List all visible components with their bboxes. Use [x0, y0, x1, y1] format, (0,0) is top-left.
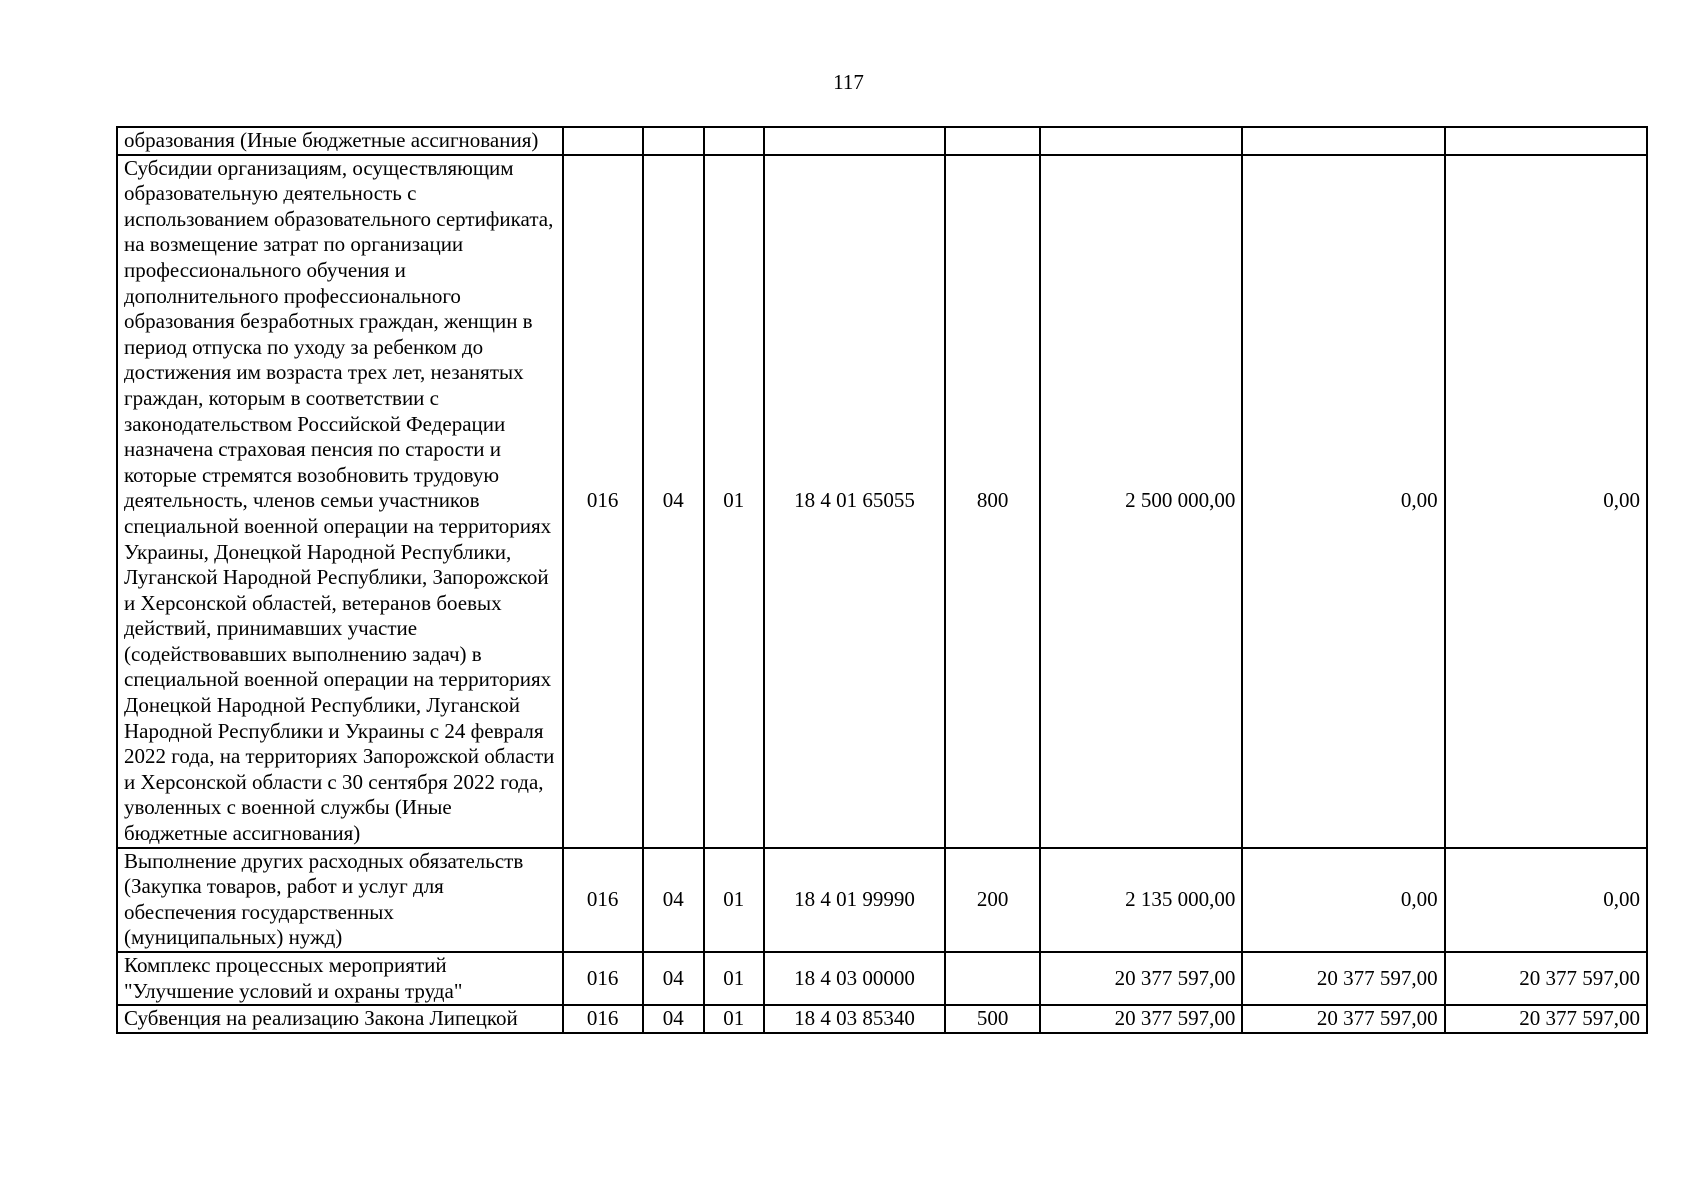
cell-sum-1: 2 500 000,00 [1040, 155, 1242, 848]
cell-name: Субвенция на реализацию Закона Липецкой [117, 1005, 563, 1033]
cell-vr: 200 [945, 848, 1040, 952]
cell-rz: 04 [643, 848, 704, 952]
cell-sum-2 [1242, 127, 1444, 155]
cell-csr: 18 4 03 00000 [764, 952, 945, 1005]
cell-rz: 04 [643, 952, 704, 1005]
cell-sum-2: 20 377 597,00 [1242, 1005, 1444, 1033]
cell-grbs: 016 [563, 848, 643, 952]
cell-name: образования (Иные бюджетные ассигнования) [117, 127, 563, 155]
cell-csr: 18 4 01 99990 [764, 848, 945, 952]
table-row [117, 848, 1647, 952]
cell-sum-1: 2 135 000,00 [1040, 848, 1242, 952]
cell-rz: 04 [643, 155, 704, 848]
cell-sum-3: 20 377 597,00 [1445, 1005, 1647, 1033]
table-row [117, 1005, 1647, 1033]
cell-csr: 18 4 01 65055 [764, 155, 945, 848]
cell-csr: 18 4 03 85340 [764, 1005, 945, 1033]
cell-vr: 800 [945, 155, 1040, 848]
cell-pr [704, 127, 764, 155]
cell-sum-2: 0,00 [1242, 155, 1444, 848]
cell-sum-3: 0,00 [1445, 848, 1647, 952]
cell-sum-2: 20 377 597,00 [1242, 952, 1444, 1005]
cell-grbs: 016 [563, 952, 643, 1005]
cell-grbs: 016 [563, 155, 643, 848]
budget-table [116, 126, 1648, 1034]
cell-name: Комплекс процессных мероприятий "Улучшение условий и охраны труда" [117, 952, 563, 1005]
cell-sum-1 [1040, 127, 1242, 155]
cell-rz: 04 [643, 1005, 704, 1033]
cell-name: Выполнение других расходных обязательств (Закупка товаров, работ и услуг для обеспечения государственных (муниципальных) нужд) [117, 848, 563, 952]
cell-grbs: 016 [563, 1005, 643, 1033]
table-row [117, 952, 1647, 1005]
cell-vr: 500 [945, 1005, 1040, 1033]
cell-sum-3: 0,00 [1445, 155, 1647, 848]
cell-pr: 01 [704, 1005, 764, 1033]
cell-sum-3: 20 377 597,00 [1445, 952, 1647, 1005]
cell-vr [945, 952, 1040, 1005]
cell-grbs [563, 127, 643, 155]
cell-pr: 01 [704, 155, 764, 848]
cell-vr [945, 127, 1040, 155]
cell-sum-1: 20 377 597,00 [1040, 952, 1242, 1005]
page-number: 117 [833, 70, 864, 94]
cell-pr: 01 [704, 848, 764, 952]
cell-name: Субсидии организациям, осуществляющим образовательную деятельность с использованием образовательного сертификата, на возмещение затрат по организации профессионального обучения и дополнительного профессионального образования безработных граждан, женщин в период отпуска по уходу за ребенком до достижения им возраста трех лет, незанятых граждан, которым в соответствии с законодательством Российской Федерации назначена страховая пенсия по старости и которые стремятся возобновить трудовую деятельность, членов семьи участников специальной военной операции на территориях Украины, Донецкой Народной Республики, Луганской Народной Республики, Запорожской и Херсонской областей, ветеранов боевых действий, принимавших участие (содействовавших выполнению задач) в специальной военной операции на территориях Донецкой Народной Республики, Луганской Народной Республики и Украины с 24 февраля 2022 года, на территориях Запорожской области и Херсонской области с 30 сентября 2022 года, уволенных с военной службы (Иные бюджетные ассигнования) [117, 155, 563, 848]
table-row [117, 155, 1647, 848]
table-row [117, 127, 1647, 155]
cell-sum-3 [1445, 127, 1647, 155]
cell-sum-1: 20 377 597,00 [1040, 1005, 1242, 1033]
cell-sum-2: 0,00 [1242, 848, 1444, 952]
cell-csr [764, 127, 945, 155]
cell-pr: 01 [704, 952, 764, 1005]
cell-rz [643, 127, 704, 155]
